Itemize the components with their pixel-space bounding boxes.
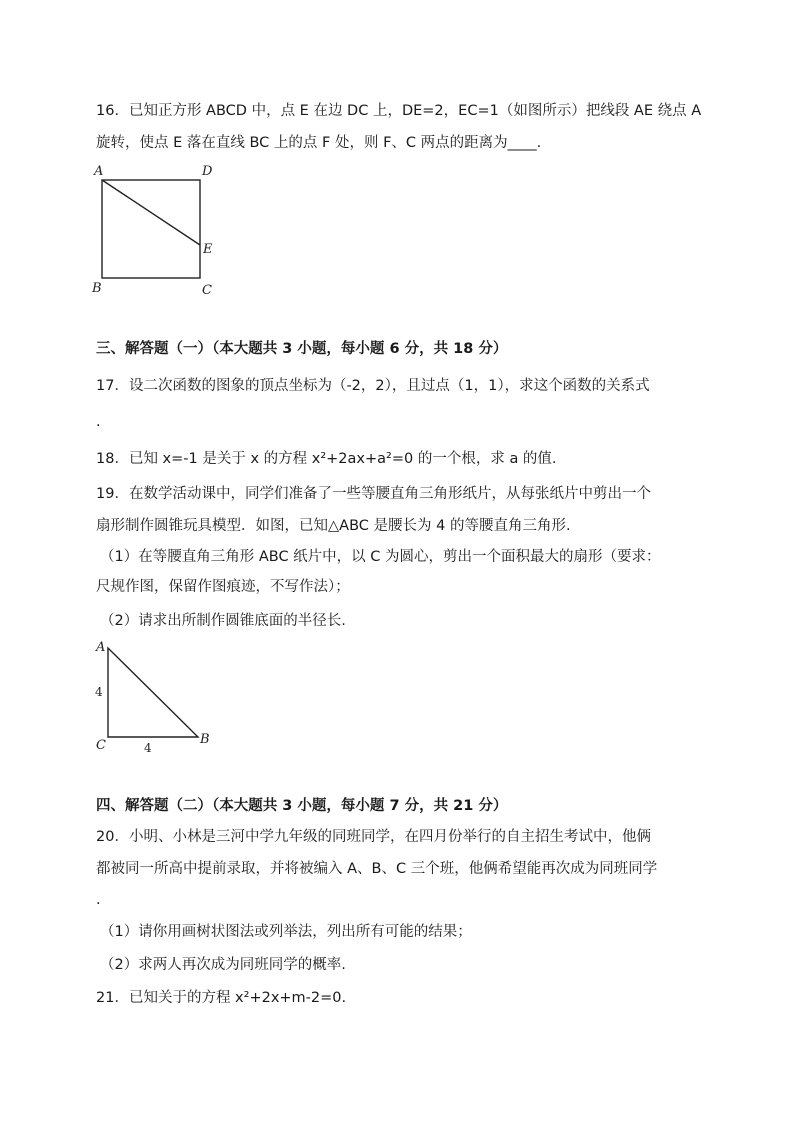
q19-text-line1: 19．在数学活动课中，同学们准备了一些等腰直角三角形纸片，从每张纸片中剪出一个 xyxy=(96,486,651,502)
q16-text-line1: 16．已知正方形 ABCD 中，点 E 在边 DC 上，DE=2，EC=1（如图所示）把线段 AE 绕点 A xyxy=(96,103,702,119)
q17-text-line2: . xyxy=(96,414,101,430)
label-d: D xyxy=(202,164,213,179)
label-e: E xyxy=(203,242,213,257)
section4-heading: 四、解答题（二）（本大题共 3 小题，每小题 7 分，共 21 分） xyxy=(96,798,508,814)
side-ac-length: 4 xyxy=(95,685,103,699)
square-abcd xyxy=(102,180,200,278)
q17-text-line1: 17．设二次函数的图象的顶点坐标为（-2，2），且过点（1，1），求这个函数的关系式 xyxy=(96,378,650,394)
square-abcd-figure xyxy=(88,160,218,300)
label-b: B xyxy=(92,281,102,296)
q20-text-line5: （2）求两人再次成为同班同学的概率. xyxy=(100,957,346,973)
triangle-abc xyxy=(108,648,198,737)
q20-text-line1: 20．小明、小林是三河中学九年级的同班同学，在四月份举行的自主招生考试中，他俩 xyxy=(96,829,651,845)
label-c: C xyxy=(202,283,212,298)
label-a: A xyxy=(96,640,106,655)
q19-text-line3: （1）在等腰直角三角形 ABC 纸片中，以 C 为圆心，剪出一个面积最大的扇形（要求： xyxy=(100,549,661,565)
q20-text-line3: . xyxy=(96,892,101,908)
label-b: B xyxy=(200,732,210,747)
q18-text-line1: 18．已知 x=-1 是关于 x 的方程 x²+2ax+a²=0 的一个根，求 a 的值. xyxy=(96,451,557,467)
segment-ae xyxy=(102,180,200,245)
q19-text-line2: 扇形制作圆锥玩具模型．如图，已知△ABC 是腰长为 4 的等腰直角三角形. xyxy=(96,518,571,534)
q20-text-line4: （1）请你用画树状图法或列举法，列出所有可能的结果； xyxy=(100,924,472,940)
q19-text-line4: 尺规作图，保留作图痕迹，不写作法）； xyxy=(96,579,350,595)
side-cb-length: 4 xyxy=(144,741,152,755)
label-a: A xyxy=(94,164,104,179)
q21-text-line1: 21．已知关于的方程 x²+2x+m-2=0. xyxy=(96,990,347,1006)
triangle-abc-figure xyxy=(88,636,218,756)
label-c: C xyxy=(96,738,106,753)
section3-heading: 三、解答题（一）（本大题共 3 小题，每小题 6 分，共 18 分） xyxy=(96,341,508,357)
q20-text-line2: 都被同一所高中提前录取，并将被编入 A、B、C 三个班，他俩希望能再次成为同班同学 xyxy=(96,861,658,877)
q19-text-line5: （2）请求出所制作圆锥底面的半径长. xyxy=(100,613,346,629)
q16-text-line2: 旋转，使点 E 落在直线 BC 上的点 F 处，则 F、C 两点的距离为____. xyxy=(96,135,542,151)
